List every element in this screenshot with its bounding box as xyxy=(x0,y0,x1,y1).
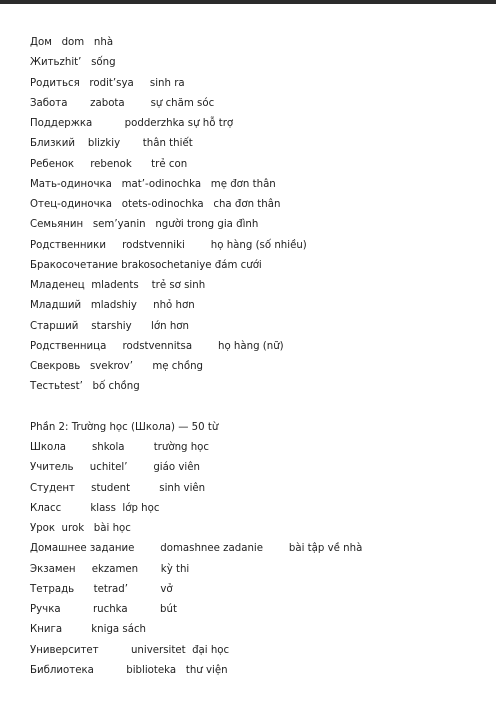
vocab-row: Поддержка podderzhka sự hỗ trợ xyxy=(30,118,234,129)
vocabulary-document xyxy=(30,33,480,681)
vocab-row: Бракосочетание brakosochetaniye đám cưới xyxy=(30,259,262,271)
vocab-row: Мать-одиночка mat’-odinochka mẹ đơn thân xyxy=(30,178,276,190)
vocab-row: Житьzhit’ sống xyxy=(30,57,116,69)
vocab-row: Урок urok bài học xyxy=(30,523,131,534)
vocab-row: Младший mladshiy nhỏ hơn xyxy=(30,300,195,312)
vocab-row: Старший starshiy lớn hơn xyxy=(30,320,189,332)
vocab-row: Студент student sinh viên xyxy=(30,482,206,494)
section-heading: Phần 2: Trường học (Школа) — 50 từ xyxy=(30,421,219,433)
vocab-row: Университет universitet đại học xyxy=(30,644,230,656)
vocab-row: Близкий blizkiy thân thiết xyxy=(30,138,193,150)
section-gap xyxy=(30,398,480,418)
vocab-row: Забота zabota sự chăm sóc xyxy=(30,97,215,109)
vocab-row: Свекровь svekrov’ mẹ chồng xyxy=(30,361,204,372)
vocab-row: Тестьtest’ bố chồng xyxy=(30,381,140,393)
vocab-row: Родственники rodstvenniki họ hàng (số nhiều) xyxy=(30,239,307,251)
section-school-list xyxy=(30,438,480,681)
vocab-row: Библиотека biblioteka thư viện xyxy=(30,664,228,676)
vocab-row: Дом dom nhà xyxy=(30,37,114,48)
vocab-row: Школа shkola trường học xyxy=(30,442,210,453)
vocab-row: Ребенок rebenok trẻ con xyxy=(30,158,188,170)
vocab-row: Домашнее задание domashnee zadanie bài tập về nhà xyxy=(30,543,363,555)
vocab-row: Отец-одиночка otets-odinochka cha đơn thân xyxy=(30,199,281,210)
vocab-row: Родственница rodstvennitsa họ hàng (nữ) xyxy=(30,340,284,352)
vocab-row: Родиться rodit’sya sinh ra xyxy=(30,77,185,89)
vocab-row: Класс klass lớp học xyxy=(30,502,160,514)
vocab-row: Книга kniga sách xyxy=(30,624,146,636)
vocab-row: Семьянин sem’yanin người trong gia đình xyxy=(30,219,259,231)
vocab-row: Учитель uchitel’ giáo viên xyxy=(30,462,200,474)
vocab-row: Экзамен ekzamen kỳ thi xyxy=(30,563,190,575)
vocab-row: Тетрадь tetrad’ vở xyxy=(30,583,173,595)
section-family-list xyxy=(30,33,480,398)
window-top-bar xyxy=(0,0,496,4)
vocab-row: Ручка ruchka bút xyxy=(30,604,177,615)
vocab-row: Младенец mladents trẻ sơ sinh xyxy=(30,280,206,291)
